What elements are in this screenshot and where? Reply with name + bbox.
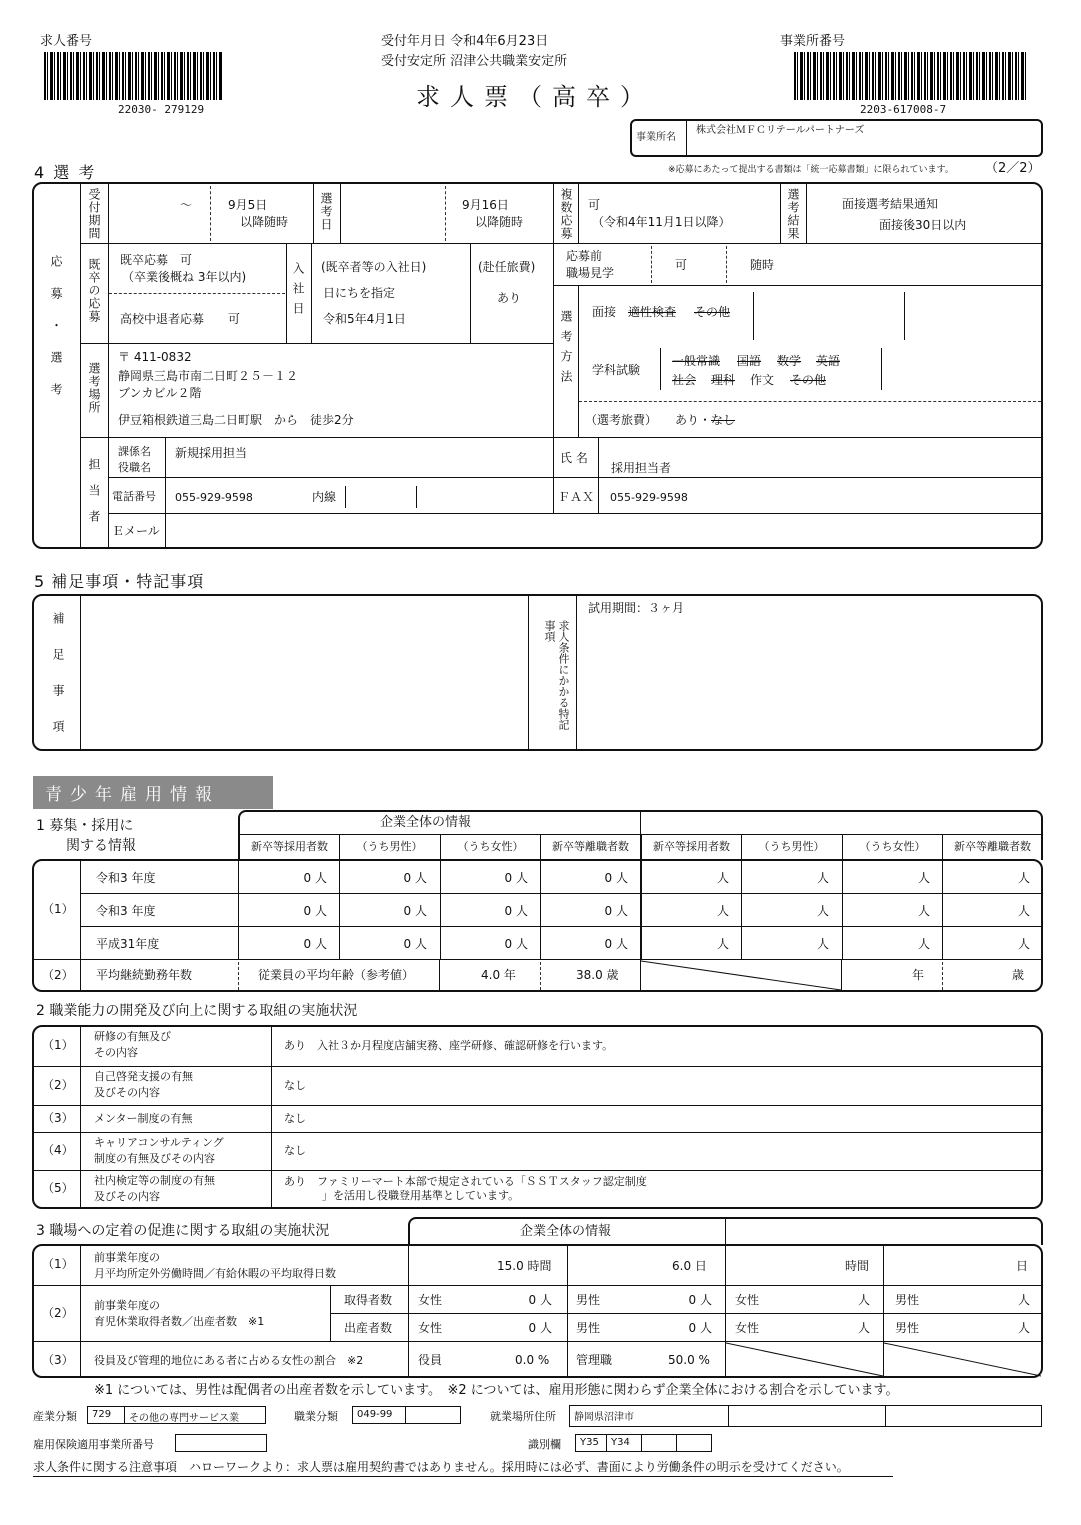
funin-label: (赴任旅費) (478, 260, 536, 274)
s1-col-header: 新卒等離職者数 (954, 840, 1031, 853)
s1-row-label: 平成31年度 (96, 937, 160, 951)
ippan-joshiki: 一般常識 (672, 354, 721, 368)
sonota-bracket (753, 292, 905, 340)
s3-female-label-2: 女性 (735, 1321, 760, 1335)
kakari-label-2: 役職名 (118, 461, 151, 474)
s3-row1-num: （1） (42, 1257, 74, 1271)
gakka-label: 学科試験 (592, 363, 641, 377)
s3-row1-days-2: 日 (1016, 1259, 1029, 1273)
uketsuke-after: 以降随時 (240, 215, 289, 229)
ryohi-ari: あり・ (675, 413, 712, 427)
s3-row2-label-2: 育児休業取得者数／出産者数 ※1 (94, 1315, 265, 1328)
s3-row2-label-1: 前事業年度の (94, 1299, 160, 1312)
tel-value: 055-929-9598 (175, 491, 253, 504)
s3-row2-num: （2） (42, 1306, 74, 1320)
kekka-value-2: 面接後30日以内 (879, 218, 967, 232)
s1-col-header: 新卒等採用者数 (653, 840, 730, 853)
s1-cell-value: 0 人 (604, 937, 628, 951)
chutai-value: 高校中退者応募 可 (120, 312, 241, 326)
yakuin-value: 0.0 % (515, 1353, 550, 1367)
fukusu-label: 複数応募 (559, 188, 573, 240)
shikibetsu-2: Y34 (606, 1434, 642, 1452)
s1-cell-value: 0 人 (504, 904, 528, 918)
side-label-oubo-senkou: 応募・選考 (49, 255, 63, 415)
s1-cell-value: 人 (816, 871, 829, 885)
youth-banner: 青少年雇用情報 (33, 776, 273, 809)
kokugo: 国語 (737, 354, 762, 368)
address-1: 静岡県三島市南二日町２５－１２ (118, 369, 299, 383)
kyujin-number: 22030- 279129 (118, 103, 205, 116)
s3-female-label: 女性 (418, 1293, 443, 1307)
kengaku-time: 随時 (750, 258, 775, 272)
company-name-label: 事業所名 (636, 132, 676, 143)
s2-row-label-2: 及びその内容 (94, 1190, 160, 1203)
s1-cell-value: 人 (917, 871, 930, 885)
s1-row2-age-2: 歳 (1012, 968, 1025, 982)
nyusha-value-3: 令和5年4月1日 (323, 312, 406, 326)
s1-cell-value: 0 人 (504, 937, 528, 951)
uketsuke-date: 9月5日 (228, 198, 268, 212)
s1-cell-value: 0 人 (403, 904, 427, 918)
s3-female-value-2: 人 (857, 1293, 870, 1307)
s3-female-value: 0 人 (528, 1321, 552, 1335)
kyujin-number-label: 求人番号 (40, 34, 93, 49)
kisotsu-label: 既卒の応募 (87, 258, 101, 323)
s2-row-divider (33, 1066, 1042, 1067)
koyo-value (175, 1434, 267, 1452)
s2-row-label-1: キャリアコンサルティング (94, 1136, 224, 1149)
s3-female-label-2: 女性 (735, 1293, 760, 1307)
mensetsu: 面接 (592, 305, 617, 319)
kakari-label-1: 課係名 (118, 445, 151, 458)
s1-col-header: （うち男性） (356, 840, 423, 853)
section5-heading: 5 補足事項・特記事項 (34, 572, 205, 591)
s1-row-label: 令和3 年度 (96, 871, 156, 885)
houhou-label: 選考方法 (559, 310, 573, 390)
naisen-value (345, 486, 417, 508)
shokugyo-code: 049-99 (352, 1406, 406, 1424)
s2-row-value-1: なし (284, 1144, 306, 1157)
s2-row-divider (33, 1170, 1042, 1171)
eigo: 英語 (816, 354, 841, 368)
s1-cell-value: 人 (816, 937, 829, 951)
jigyosho-number: 2203-617008-7 (860, 103, 947, 116)
s2-row-label-1: メンター制度の有無 (94, 1111, 193, 1125)
s2-row-value-1: あり ファミリーマート本部で規定されている「ＳＳＴスタッフ認定制度 (284, 1175, 647, 1188)
s3-male-label: 男性 (576, 1321, 601, 1335)
s3-row3-num: （3） (42, 1353, 74, 1367)
sangyo-code: 729 (87, 1406, 125, 1424)
s1-cell-value: 人 (1017, 937, 1030, 951)
s1-cell-value: 人 (716, 904, 729, 918)
fukusu-value: 可 (588, 198, 601, 212)
shikibetsu-4 (676, 1434, 712, 1452)
s2-row-label-1: 自己啓発支援の有無 (94, 1070, 193, 1083)
shimei-label: 氏 名 (560, 451, 588, 465)
kengaku-label-1: 応募前 (566, 249, 603, 263)
s1-cell-value: 0 人 (403, 937, 427, 951)
s2-heading: 2 職業能力の開発及び向上に関する取組の実施状況 (36, 1003, 358, 1019)
senkoubi-date: 9月16日 (462, 198, 509, 212)
sangyo-label: 産業分類 (33, 1410, 77, 1423)
s3-female-value-2: 人 (857, 1321, 870, 1335)
hosoku-label: 補足事項 (51, 612, 65, 756)
document-note: ※応募にあたって提出する書類は「統一応募書類」に限られています。 (668, 165, 954, 175)
fax-value: 055-929-9598 (610, 491, 688, 504)
shugyo-box-3 (885, 1405, 1042, 1427)
s1-row2-age-label: 従業員の平均年齢（参考値） (258, 968, 415, 982)
kekka-label: 選考結果 (786, 188, 800, 240)
tokki-label: 求人条件にかかる特記事項 (543, 620, 570, 730)
rika: 理科 (711, 373, 736, 387)
s1-cell-value: 人 (1017, 904, 1030, 918)
s1-cell-value: 0 人 (303, 871, 327, 885)
s3-company-all: 企業全体の情報 (520, 1224, 612, 1239)
yakuin-label: 役員 (418, 1353, 443, 1367)
s3-male-label-2: 男性 (895, 1293, 920, 1307)
tel-label: 電話番号 (112, 490, 156, 503)
s2-row-value-2: 」を活用し役職登用基準としています。 (322, 1189, 520, 1202)
shugyo-label: 就業場所住所 (490, 1410, 556, 1423)
kengaku-value: 可 (675, 258, 688, 272)
s1-col-header: （うち男性） (758, 840, 825, 853)
address-2: ブンカビル２階 (118, 386, 202, 400)
kanri-value: 50.0 % (668, 1353, 710, 1367)
sakubun: 作文 (750, 373, 775, 387)
access: 伊豆箱根鉄道三島二日町駅 から 徒歩2分 (118, 413, 354, 427)
s1-heading-2: 関する情報 (66, 838, 136, 854)
s1-cell-value: 人 (917, 937, 930, 951)
s2-row-label-2: その内容 (94, 1046, 138, 1059)
page-title: 求人票（高卒） (416, 83, 654, 111)
s3-male-value-2: 人 (1017, 1321, 1030, 1335)
naisen-label: 内線 (312, 490, 337, 504)
tanto-label: 担当者 (87, 458, 101, 536)
s3-row2-sub-1: 取得者数 (344, 1293, 393, 1307)
s2-row-value-1: あり 入社３か月程度店舗実務、座学研修、確認研修を行います。 (284, 1039, 614, 1052)
kekka-value-1: 面接選考結果通知 (842, 197, 939, 211)
s3-row1-hours-2: 時間 (845, 1259, 870, 1273)
s2-row-label-1: 社内検定等の制度の有無 (94, 1174, 215, 1187)
sangyo-name: その他の専門サービス業 (124, 1406, 266, 1424)
shakai: 社会 (672, 373, 697, 387)
s1-row2-label: 平均継続勤務年数 (96, 968, 193, 982)
s1-cell-value: 人 (1017, 871, 1030, 885)
sonota: その他 (694, 305, 731, 319)
company-name: 株式会社ＭＦＣリテールパートナーズ (696, 125, 865, 136)
uketsuke-office: 受付安定所 沼津公共職業安定所 (381, 54, 568, 69)
nyusha-value-1: (既卒者等の入社日) (321, 260, 427, 274)
nyusha-value-2: 日にちを指定 (323, 286, 396, 300)
s1-row2-age: 38.0 歳 (576, 968, 619, 982)
nyusha-label: 入社日 (291, 262, 305, 322)
s1-col-header: （うち女性） (457, 840, 524, 853)
s1-cell-value: 人 (716, 937, 729, 951)
section4-heading: 4 選 考 (34, 163, 97, 182)
tekisei-kensa: 適性検査 (628, 305, 677, 319)
s2-row-label-1: 研修の有無及び (94, 1030, 171, 1043)
s3-row1-hours: 15.0 時間 (497, 1259, 552, 1273)
fukusu-note: （令和4年11月1日以降） (592, 215, 731, 229)
kengaku-label-2: 職場見学 (566, 266, 615, 280)
shikibetsu-1: Y35 (575, 1434, 607, 1452)
s1-col-header: （うち女性） (859, 840, 926, 853)
shugyo-value: 静岡県沼津市 (569, 1405, 729, 1427)
postal-code: 〒 411-0832 (118, 350, 192, 364)
s1-row2-num: （2） (42, 968, 74, 982)
s2-row-num: （2） (42, 1077, 74, 1092)
senkoubi-label: 選考日 (319, 192, 333, 231)
s1-row1-num: （1） (42, 902, 74, 916)
s2-row-num: （4） (42, 1143, 74, 1157)
shugyo-box-2 (728, 1405, 886, 1427)
s3-row2-sub-2: 出産者数 (344, 1321, 393, 1335)
ryohi-label: （選考旅費） (585, 413, 658, 427)
s1-col-header: 新卒等採用者数 (251, 840, 328, 853)
s1-row-label: 令和3 年度 (96, 904, 156, 918)
s1-cell-value: 0 人 (303, 937, 327, 951)
kyujin-barcode (44, 52, 222, 100)
uketsuke-date: 受付年月日 令和4年6月23日 (381, 34, 549, 49)
s1-heading-1: 1 募集・採用に (36, 818, 134, 834)
footer-notes: ※1 については、男性は配偶者の出産者数を示しています。 ※2 については、雇用形態に関わらず企業全体における割合を示しています。 (94, 1383, 899, 1398)
kisotsu-value-1: 既卒応募 可 (120, 253, 193, 267)
s2-row-divider (33, 1132, 1042, 1133)
s3-row3-label: 役員及び管理的地位にある者に占める女性の割合 ※2 (94, 1354, 364, 1367)
s1-cell-value: 0 人 (403, 871, 427, 885)
s1-cell-value: 人 (917, 904, 930, 918)
shikibetsu-3 (641, 1434, 677, 1452)
sonota-2: その他 (790, 373, 827, 387)
koyo-label: 雇用保険適用事業所番号 (33, 1438, 154, 1451)
s3-female-value: 0 人 (528, 1293, 552, 1307)
s3-row1-label-1: 前事業年度の (94, 1251, 160, 1264)
s1-row2-years-2: 年 (912, 968, 925, 982)
s1-row2-years: 4.0 年 (481, 968, 516, 982)
kanri-label: 管理職 (576, 1353, 613, 1367)
s1-cell-value: 0 人 (303, 904, 327, 918)
ryohi-nashi: なし (711, 413, 736, 427)
s3-heading: 3 職場への定着の促進に関する取組の実施状況 (36, 1223, 330, 1239)
s1-cell-value: 人 (716, 871, 729, 885)
s3-male-value-2: 人 (1017, 1293, 1030, 1307)
s2-row-num: （1） (42, 1038, 74, 1052)
s3-male-value: 0 人 (688, 1321, 712, 1335)
page-number: （2／2） (985, 161, 1041, 176)
uketsuke-kikan-label: 受付期間 (87, 188, 101, 240)
sugaku: 数学 (777, 354, 802, 368)
uketsuke-from: ～ (180, 198, 193, 212)
s1-cell-value: 0 人 (604, 904, 628, 918)
s2-row-value-1: なし (284, 1078, 306, 1092)
s1-row2-diagonal (641, 960, 841, 991)
tokki-value: 試用期間：３ヶ月 (588, 601, 685, 615)
s3-row3-diagonal (726, 1342, 1042, 1377)
s2-row-num: （3） (42, 1110, 74, 1125)
jigyosho-barcode (794, 52, 1026, 100)
s2-row-value-1: なし (284, 1111, 306, 1125)
s1-cell-value: 0 人 (604, 871, 628, 885)
s2-row-num: （5） (42, 1181, 74, 1195)
s1-cell-value: 人 (816, 904, 829, 918)
s1-company-all: 企業全体の情報 (380, 815, 472, 830)
senkoubi-after: 以降随時 (475, 215, 524, 229)
s3-row1-label-2: 月平均所定外労働時間／有給休暇の平均取得日数 (94, 1267, 336, 1280)
basho-label: 選考場所 (87, 362, 101, 414)
s3-male-value: 0 人 (688, 1293, 712, 1307)
email-label: Ｅメール (112, 524, 160, 538)
kisotsu-value-2: （卒業後概ね 3年以内) (122, 270, 247, 284)
s3-male-label-2: 男性 (895, 1321, 920, 1335)
shikibetsu-label: 識別欄 (528, 1438, 561, 1451)
fax-label: ＦＡＸ (558, 490, 595, 504)
kakari-value: 新規採用担当 (175, 446, 248, 460)
s2-row-label-2: 制度の有無及びその内容 (94, 1152, 215, 1165)
shimei-value: 採用担当者 (611, 461, 672, 475)
chui-jiko: 求人条件に関する注意事項 ハローワークより：求人票は雇用契約書ではありません。採用時には必ず、書面により労働条件の明示を受けてください。 (33, 1460, 849, 1474)
shokugyo-code-2 (405, 1406, 461, 1424)
jigyosho-number-label: 事業所番号 (780, 34, 846, 49)
s3-row1-days: 6.0 日 (672, 1259, 707, 1273)
s1-col-header: 新卒等離職者数 (552, 840, 629, 853)
s3-male-label: 男性 (576, 1293, 601, 1307)
funin-value: あり (497, 291, 522, 305)
s3-female-label: 女性 (418, 1321, 443, 1335)
s2-row-label-2: 及びその内容 (94, 1086, 160, 1099)
s2-row-divider (33, 1105, 1042, 1106)
s1-cell-value: 0 人 (504, 871, 528, 885)
shokugyo-label: 職業分類 (294, 1410, 338, 1423)
